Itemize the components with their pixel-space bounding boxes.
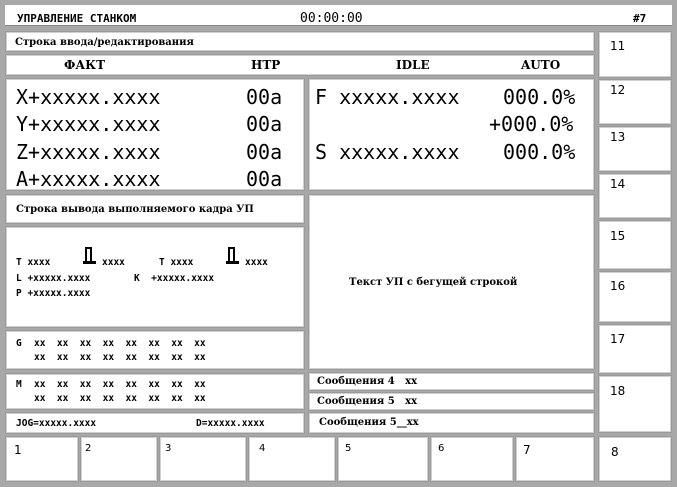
- soft-key-14-label: 14: [610, 177, 626, 191]
- tool-1-number: T xxxx: [16, 257, 51, 268]
- message-line-2: [308, 392, 595, 411]
- axis-x-suffix: 00a: [246, 85, 283, 109]
- soft-key-14[interactable]: [598, 173, 672, 219]
- soft-key-1[interactable]: [5, 436, 79, 482]
- soft-key-6-label: 6: [438, 443, 445, 454]
- block-line: [5, 194, 305, 224]
- tool-l-value: L +xxxxx.xxxx: [16, 273, 91, 284]
- soft-key-18[interactable]: [598, 375, 672, 433]
- axis-a-value: A+xxxxx.xxxx: [16, 167, 161, 191]
- spindle-s-value: S xxxxx.xxxx: [315, 140, 460, 164]
- tool-1-icon: [85, 247, 92, 261]
- m-codes-label: M: [16, 379, 22, 390]
- tool-2-number: T xxxx: [159, 257, 194, 268]
- soft-key-7-label: 7: [523, 443, 531, 457]
- soft-key-8-label: 8: [611, 445, 619, 459]
- fact-label: ФАКТ: [64, 58, 106, 72]
- program-text-label: Текст УП с бегущей строкой: [349, 277, 518, 288]
- m-codes-row-2: xx xx xx xx xx xx xx xx: [34, 393, 206, 404]
- soft-key-18-label: 18: [610, 384, 626, 398]
- edit-line[interactable]: [5, 31, 595, 52]
- axes-panel: [5, 78, 305, 191]
- soft-key-8[interactable]: [598, 436, 672, 482]
- tool-2-icon: [228, 247, 235, 261]
- soft-key-2[interactable]: [80, 436, 158, 482]
- soft-key-4-label: 4: [259, 443, 266, 454]
- g-codes-row-2: xx xx xx xx xx xx xx xx: [34, 352, 206, 363]
- status-header: [5, 54, 595, 76]
- program-text-panel[interactable]: [308, 194, 595, 370]
- soft-key-16-label: 16: [610, 279, 626, 293]
- soft-key-2-label: 2: [85, 443, 92, 454]
- soft-key-11[interactable]: [598, 31, 672, 78]
- soft-key-13[interactable]: [598, 126, 672, 172]
- message-line-3: [308, 412, 595, 434]
- axis-y-value: Y+xxxxx.xxxx: [16, 112, 161, 136]
- clock: 00:00:00: [300, 11, 363, 26]
- axis-z-value: Z+xxxxx.xxxx: [16, 140, 161, 164]
- soft-key-6[interactable]: [430, 436, 514, 482]
- tool-k-value: K +xxxxx.xxxx: [134, 273, 215, 284]
- soft-key-15[interactable]: [598, 220, 672, 270]
- m-codes-panel: [5, 373, 305, 410]
- axis-z-suffix: 00a: [246, 140, 283, 164]
- feed-offset: +000.0%: [489, 112, 574, 136]
- axis-y-suffix: 00a: [246, 112, 283, 136]
- feed-f-value: F xxxxx.xxxx: [315, 85, 460, 109]
- block-line-label: Строка вывода выполняемого кадра УП: [16, 204, 254, 215]
- soft-key-4[interactable]: [248, 436, 336, 482]
- tool-panel: [5, 226, 305, 328]
- htp-label: НТР: [251, 58, 281, 72]
- app-title: УПРАВЛЕНИЕ СТАНКОМ: [17, 12, 137, 25]
- message-line-1: [308, 372, 595, 391]
- axis-x-value: X+xxxxx.xxxx: [16, 85, 161, 109]
- feed-f-percent: 000.0%: [503, 85, 576, 109]
- soft-key-13-label: 13: [610, 130, 626, 144]
- soft-key-17[interactable]: [598, 324, 672, 374]
- channel-number: #7: [633, 12, 647, 25]
- axis-a-suffix: 00a: [246, 167, 283, 191]
- d-value: D=xxxxx.xxxx: [196, 418, 265, 429]
- soft-key-5[interactable]: [337, 436, 429, 482]
- spindle-s-percent: 000.0%: [503, 140, 576, 164]
- g-codes-label: G: [16, 338, 22, 349]
- soft-key-3-label: 3: [165, 443, 172, 454]
- soft-key-16[interactable]: [598, 271, 672, 323]
- tool-1-extra: xxxx: [102, 257, 125, 268]
- g-codes-panel: [5, 330, 305, 370]
- soft-key-3[interactable]: [159, 436, 247, 482]
- feed-panel: [308, 78, 595, 191]
- jog-value: JOG=xxxxx.xxxx: [16, 418, 97, 429]
- soft-key-17-label: 17: [610, 332, 626, 346]
- soft-key-15-label: 15: [610, 229, 626, 243]
- soft-key-12-label: 12: [610, 83, 626, 97]
- title-bar: [5, 5, 672, 26]
- soft-key-12[interactable]: [598, 79, 672, 125]
- message-1-text: Сообщения 4 xx: [317, 376, 418, 387]
- message-3-text: Сообщения 5__xx: [319, 417, 419, 428]
- g-codes-row-1: xx xx xx xx xx xx xx xx: [34, 338, 206, 349]
- soft-key-11-label: 11: [610, 39, 626, 53]
- edit-line-label: Строка ввода/редактирования: [15, 37, 194, 48]
- soft-key-1-label: 1: [14, 443, 22, 457]
- tool-p-value: P +xxxxx.xxxx: [16, 288, 91, 299]
- message-2-text: Сообщения 5 xx: [317, 396, 418, 407]
- soft-key-7[interactable]: [515, 436, 595, 482]
- tool-2-extra: xxxx: [245, 257, 268, 268]
- state-label: IDLE: [396, 58, 430, 72]
- m-codes-row-1: xx xx xx xx xx xx xx xx: [34, 379, 206, 390]
- jog-panel: [5, 412, 305, 434]
- soft-key-5-label: 5: [345, 443, 352, 454]
- mode-label: AUTO: [521, 58, 561, 72]
